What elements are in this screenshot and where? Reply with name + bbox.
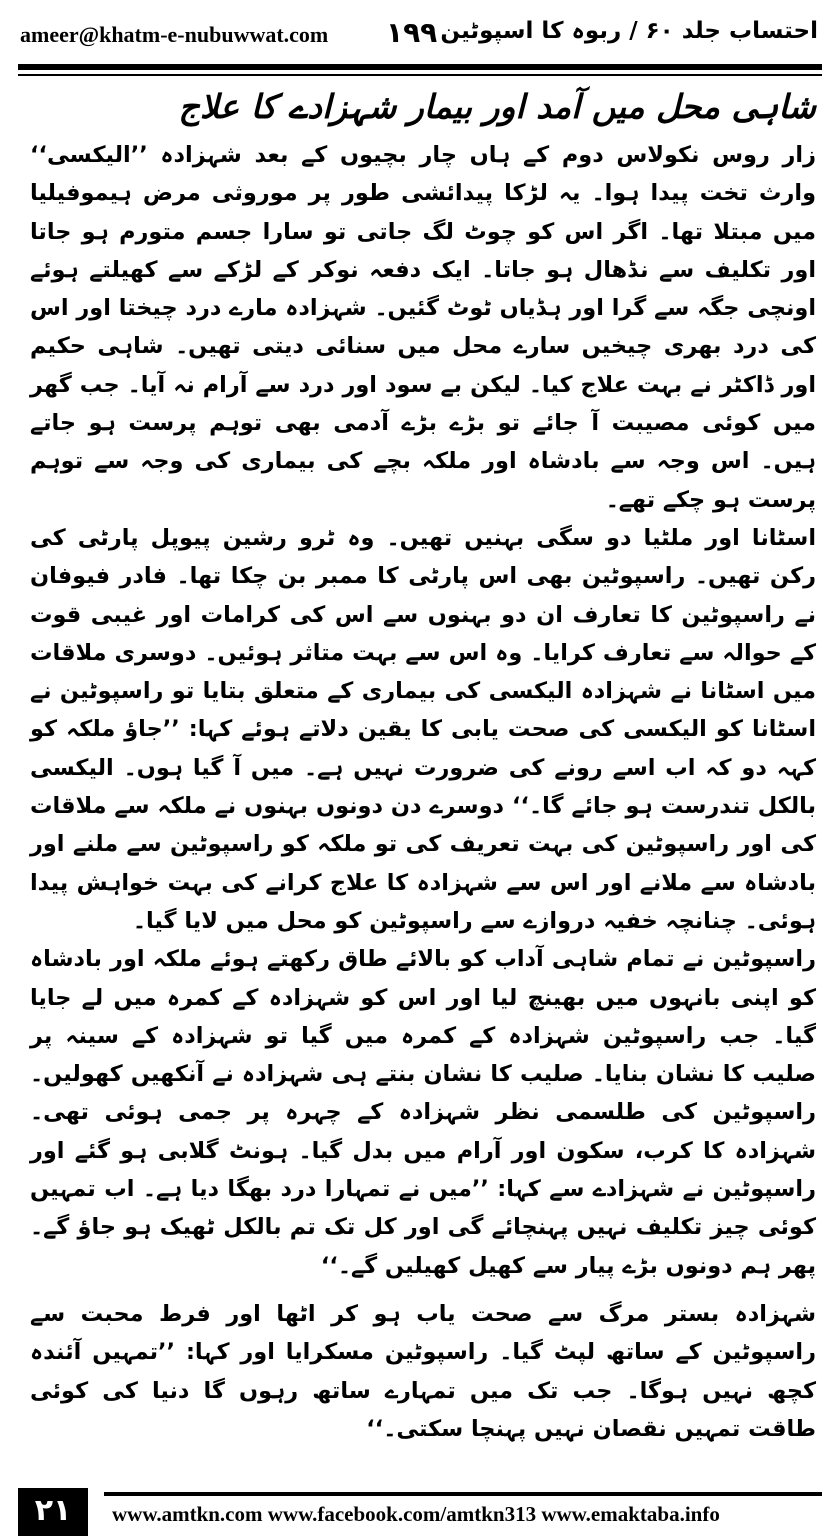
footer-links[interactable]: www.amtkn.com www.facebook.com/amtkn313 www.emaktaba.info (112, 1502, 720, 1526)
header-rule-thin (18, 74, 822, 76)
header-rule-thick (18, 64, 822, 70)
header-page-number: ۱۹۹ (386, 16, 438, 49)
paragraph-2: اسٹانا اور ملٹیا دو سگی بہنیں تھیں۔ وہ ٹرو رشین پیوپل پارٹی کی رکن تھیں۔ راسپوٹین بھی اس پارٹی کا ممبر بن چکا تھا۔ فادر فیوفان نے راسپوٹین کا تعارف ان دو بہنوں سے اس کی کرامات اور غیبی قوت کے حوالہ سے تعارف کرایا۔ وہ اس سے بہت متاثر ہوئیں۔ دوسری ملاقات میں اسٹانا نے شہزادہ الیکسی کی بیماری کے متعلق بتایا تو راسپوٹین نے اسٹانا کو الیکسی کی صحت یابی کا یقین دلاتے ہوئے کہا: ’’جاؤ ملکہ کو کہہ دو کہ اب اسے رونے کی ضرورت نہیں ہے۔ میں آ گیا ہوں۔ الیکسی بالکل تندرست ہو جائے گا۔‘‘ دوسرے دن دونوں بہنوں نے ملکہ سے ملاقات کی اور راسپوٹین کی بہت تعریف کی تو ملکہ کو راسپوٹین سے ملنے اور بادشاہ سے ملانے اور اس سے شہزادہ کا علاج کرانے کی بہت خواہش پیدا ہوئی۔ چنانچہ خفیہ دروازے سے راسپوٹین کو محل میں لایا گیا۔ (30, 524, 816, 934)
article-body (30, 84, 816, 1448)
footer-rule (104, 1492, 822, 1496)
page-header (18, 12, 822, 62)
header-email: ameer@khatm-e-nubuwwat.com (20, 22, 329, 47)
paragraph-3: راسپوٹین نے تمام شاہی آداب کو بالائے طاق رکھتے ہوئے ملکہ اور بادشاہ کو اپنی بانہوں میں بھینچ لیا اور اس کو شہزادہ کے کمرہ میں لے جایا گیا۔ جب راسپوٹین شہزادہ کے کمرہ میں گیا تو شہزادہ کے سینہ پر صلیب کا نشان بنایا۔ صلیب کا نشان بنتے ہی شہزادہ نے آنکھیں کھولیں۔ راسپوٹین کی طلسمی نظر شہزادہ کے چہرہ پر جمی ہوئی تھی۔ شہزادہ کا کرب، سکون اور آرام میں بدل گیا۔ ہونٹ گلابی ہو گئے اور راسپوٹین نے شہزادے سے کہا: ’’میں نے تمہارا درد بھگا دیا ہے۔ اب تمہیں کوئی چیز تکلیف نہیں پہنچائے گی اور کل تک تم بالکل ٹھیک ہو جاؤ گے۔ پھر ہم دونوں بڑے پیار سے کھیل کھیلیں گے۔‘‘ (30, 946, 816, 1279)
article-heading: شاہی محل میں آمد اور بیمار شہزادے کا علاج (178, 87, 816, 126)
paragraph-4: شہزادہ بستر مرگ سے صحت یاب ہو کر اٹھا اور فرط محبت سے راسپوٹین کے ساتھ لپٹ گیا۔ راسپوٹین مسکرایا اور کہا: ’’تمہیں آئندہ کچھ نہیں ہوگا۔ جب تک میں تمہارے ساتھ رہوں گا دنیا کی کوئی طاقت تمہیں نقصان نہیں پہنچا سکتی۔‘‘ (30, 1300, 816, 1442)
footer-page-number: ۲۱ (18, 1488, 88, 1536)
paragraph-1: زار روس نکولاس دوم کے ہاں چار بچیوں کے بعد شہزادہ ’’الیکسی‘‘ وارث تخت پیدا ہوا۔ یہ لڑکا پیدائشی طور پر موروثی مرض ہیموفیلیا میں مبتلا تھا۔ اگر اس کو چوٹ لگ جاتی تو سارا جسم متورم ہو جاتا اور تکلیف سے نڈھال ہو جاتا۔ ایک دفعہ نوکر کے لڑکے سے کھیلتے ہوئے اونچی جگہ سے گرا اور ہڈیاں ٹوٹ گئیں۔ شہزادہ مارے درد چیختا اور اس کی درد بھری چیخیں سارے محل میں سنائی دیتی تھیں۔ شاہی حکیم اور ڈاکٹر نے بہت علاج کیا۔ لیکن بے سود اور درد سے آرام نہ آیا۔ جب گھر میں کوئی مصیبت آ جائے تو بڑے بڑے آدمی بھی توہم پرست ہو جاتے ہیں۔ اس وجہ سے بادشاہ اور ملکہ بچے کی بیماری کی وجہ سے توہم پرست ہو چکے تھے۔ (30, 142, 816, 513)
page-footer (18, 1488, 822, 1536)
running-title: احتساب جلد ۶۰ / ربوہ کا اسپوٹین (440, 18, 818, 44)
